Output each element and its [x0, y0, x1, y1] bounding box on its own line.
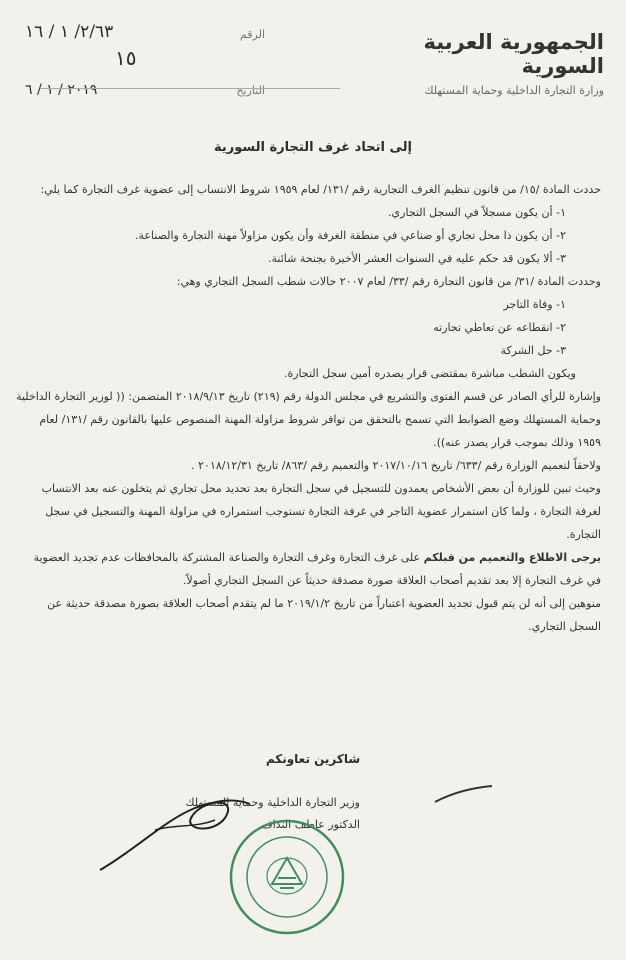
date-row [25, 78, 265, 106]
reference-number-row [25, 22, 265, 50]
reference-subnumber: ١٥ [115, 46, 137, 70]
reference-block [25, 22, 265, 106]
official-seal [228, 818, 346, 936]
date-label: التاريخ [236, 84, 265, 97]
signatory-name: الدكتور عاطف النداف [261, 818, 360, 831]
letter-body [16, 178, 601, 638]
condition-item: ٢- أن يكون ذا محل تجاري أو صناعي في منطقة الغرفة وأن يكون مزاولاً مهنة التجارة والصناعة. [134, 229, 566, 242]
paragraph-membership-conditions: حددت المادة /١٥/ من قانون تنظيم الغرف التجارية رقم /١٣١/ لعام ١٩٥٩ شروط الانتساب إلى عضوية غرف التجارة كما يلي: [40, 183, 601, 196]
paragraph-finding: وحيث تبين للوزارة أن بعض الأشخاص يعمدون للتسجيل في سجل التجارة بعد تحديد محل تجاري ثم يتخلون عنه بعد الانتساب لغرفة التجارة ، ولما كان استمرار عضوية التاجر في غرفة التجارة تستوجب استمراره في مزاولة المهنة والتسجيل في سجل التجارة. [41, 482, 601, 541]
reference-sub-row [25, 46, 265, 78]
paragraph-request [16, 546, 601, 592]
reference-number-label: الرقم [239, 28, 265, 41]
paragraph-legal-opinion: وإشارة للرأي الصادر عن قسم الفتوى والتشريع في مجلس الدولة رقم (٢١٩) تاريخ ٢٠١٨/٩/١٣ المتضمن: (( لوزير التجارة الداخلية وحماية المستهلك وضع الضوابط التي تسمح بالتحقق من توافر شروط مزاولة المهنة المنصوص عليها بالقانون رقم /١٣١/ لعام ١٩٥٩ وذلك بموجب قرار يصدر عنه)). [16, 390, 601, 449]
condition-item: ٣- ألا يكون قد حكم عليه في السنوات العشر الأخيرة بجنحة شائنة. [268, 252, 566, 265]
ministry-name: وزارة التجارة الداخلية وحماية المستهلك [424, 84, 604, 97]
request-text: على غرف التجارة وغرف التجارة والصناعة المشتركة بالمحافظات عدم تجديد العضوية في غرف التجارة إلا بعد تقديم أصحاب العلاقة صورة مصدقة حديثاً عن السجل التجاري أصولاً. [33, 551, 601, 587]
reference-number: ٢/٦٣/ ١ / ١٦ [25, 22, 114, 42]
case-item: ٣- حل الشركة [500, 344, 566, 357]
paragraph-deletion: ويكون الشطب مباشرة بمقتضى قرار يصدره أمين سجل التجارة. [283, 367, 576, 380]
signatory-title: وزير التجارة الداخلية وحماية المستهلك [185, 796, 360, 809]
paragraph-circulars: ولاحقاً لتعميم الوزارة رقم /٦٣٣/ تاريخ ٢٠١٧/١٠/١٦ والتعميم رقم /٨٦٣/ تاريخ ٢٠١٨/١٢/٣١ . [191, 459, 601, 472]
recipient-line: إلى اتحاد غرف التجارة السورية [214, 140, 412, 155]
paragraph-deregistration: وحددت المادة /٣١/ من قانون التجارة رقم /٣٣/ لعام ٢٠٠٧ حالات شطب السجل التجاري وهي: [176, 275, 601, 288]
header-divider [40, 88, 340, 89]
condition-item: ١- أن يكون مسجلاً في السجل التجاري. [388, 206, 566, 219]
initials-signature [430, 780, 500, 810]
request-emphasis: يرجى الاطلاع والتعميم من قبلكم [423, 551, 601, 564]
republic-heading: الجمهورية العربية السورية [423, 30, 604, 78]
case-item: ١- وفاة التاجر [503, 298, 566, 311]
letterhead [374, 30, 604, 97]
case-item: ٢- انقطاعه عن تعاطي تجارته [433, 321, 566, 334]
closing-line: شاكرين تعاونكم [265, 752, 361, 766]
letter-date: ٢٠١٩ / ١ / ٦ [25, 82, 98, 98]
paragraph-notice: منوهين إلى أنه لن يتم قبول تجديد العضوية اعتباراً من تاريخ ٢٠١٩/١/٢ ما لم يتقدم أصحاب العلاقة بصورة مصدقة حديثة عن السجل التجاري. [47, 597, 601, 633]
